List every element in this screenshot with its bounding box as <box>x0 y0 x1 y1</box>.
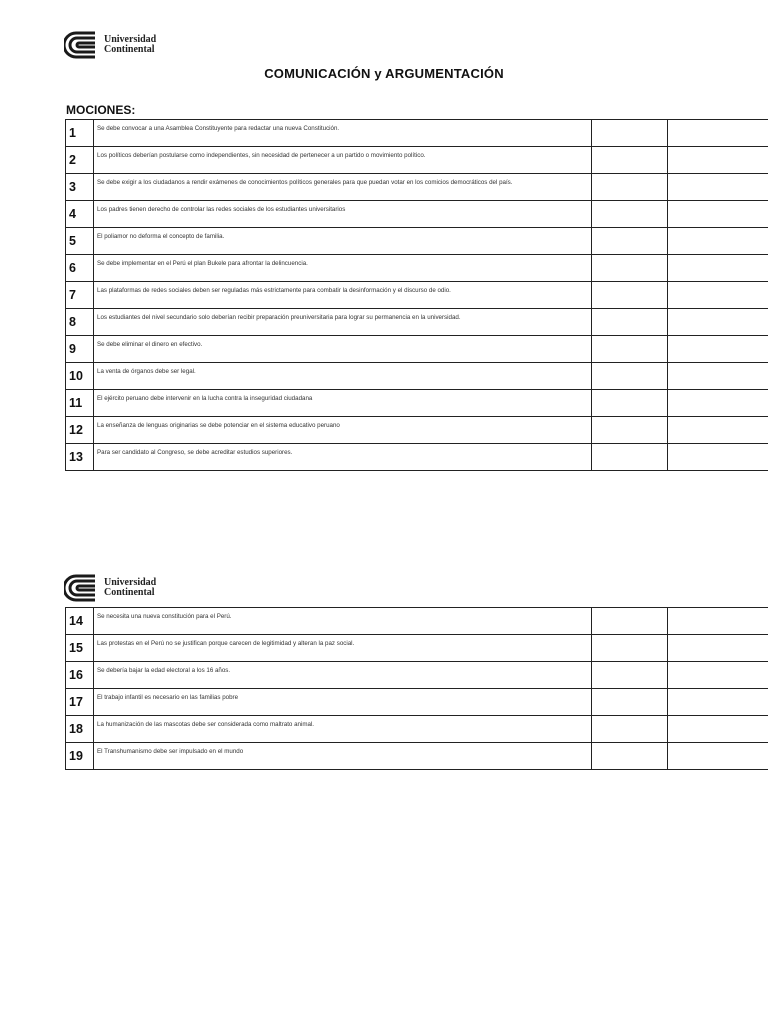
motion-row <box>66 336 768 363</box>
motion-number: 4 <box>66 201 94 228</box>
empty-cell-b <box>668 662 768 689</box>
motion-text: Las plataformas de redes sociales deben ser reguladas más estrictamente para combatir la desinformación y el discurso de odio. <box>94 282 592 309</box>
motion-number: 1 <box>66 120 94 147</box>
motion-number: 2 <box>66 147 94 174</box>
university-logo <box>64 31 156 59</box>
empty-cell-a <box>592 228 668 255</box>
empty-cell-a <box>592 390 668 417</box>
motion-row <box>66 201 768 228</box>
empty-cell-a <box>592 716 668 743</box>
motion-number: 3 <box>66 174 94 201</box>
motion-row <box>66 363 768 390</box>
empty-cell-b <box>668 635 768 662</box>
motion-number: 10 <box>66 363 94 390</box>
motion-row <box>66 743 768 770</box>
empty-cell-a <box>592 689 668 716</box>
empty-cell-a <box>592 255 668 282</box>
empty-cell-a <box>592 743 668 770</box>
empty-cell-b <box>668 444 768 471</box>
motion-text: Se debe implementar en el Perú el plan Bukele para afrontar la delincuencia. <box>94 255 592 282</box>
motion-number: 15 <box>66 635 94 662</box>
motion-number: 11 <box>66 390 94 417</box>
motion-text: El trabajo infantil es necesario en las familias pobre <box>94 689 592 716</box>
motion-text: El ejército peruano debe intervenir en la lucha contra la inseguridad ciudadana <box>94 390 592 417</box>
empty-cell-b <box>668 417 768 444</box>
continental-logo-icon <box>64 31 98 59</box>
motion-row <box>66 228 768 255</box>
page-title: COMUNICACIÓN y ARGUMENTACIÓN <box>264 66 504 81</box>
motion-text: Los padres tienen derecho de controlar las redes sociales de los estudiantes universitarios <box>94 201 592 228</box>
motion-row <box>66 255 768 282</box>
motion-row <box>66 120 768 147</box>
empty-cell-b <box>668 282 768 309</box>
motion-text: Se debe exigir a los ciudadanos a rendir exámenes de conocimientos políticos generales para que puedan votar en los comicios democráticos del país. <box>94 174 592 201</box>
motion-row <box>66 635 768 662</box>
empty-cell-b <box>668 147 768 174</box>
motion-number: 18 <box>66 716 94 743</box>
motion-row <box>66 309 768 336</box>
empty-cell-b <box>668 120 768 147</box>
empty-cell-a <box>592 336 668 363</box>
motion-number: 12 <box>66 417 94 444</box>
empty-cell-a <box>592 174 668 201</box>
motion-text: Los estudiantes del nivel secundario solo deberían recibir preparación preuniversitaria para lograr su permanencia en la universidad. <box>94 309 592 336</box>
logo-line2: Continental <box>104 587 155 598</box>
empty-cell-a <box>592 363 668 390</box>
motion-number: 17 <box>66 689 94 716</box>
empty-cell-b <box>668 174 768 201</box>
motion-text: Los políticos deberían postularse como independientes, sin necesidad de pertenecer a un partido o movimiento político. <box>94 147 592 174</box>
motion-text: Las protestas en el Perú no se justifican porque carecen de legitimidad y alteran la paz social. <box>94 635 592 662</box>
motion-text: El Transhumanismo debe ser impulsado en el mundo <box>94 743 592 770</box>
motion-number: 5 <box>66 228 94 255</box>
motion-row <box>66 444 768 471</box>
empty-cell-b <box>668 309 768 336</box>
motion-row <box>66 716 768 743</box>
motion-number: 19 <box>66 743 94 770</box>
motion-number: 6 <box>66 255 94 282</box>
empty-cell-b <box>668 336 768 363</box>
empty-cell-b <box>668 255 768 282</box>
empty-cell-a <box>592 417 668 444</box>
motion-text: El poliamor no deforma el concepto de familia. <box>94 228 592 255</box>
empty-cell-b <box>668 201 768 228</box>
motion-number: 14 <box>66 608 94 635</box>
empty-cell-a <box>592 444 668 471</box>
motions-table-1 <box>65 119 768 471</box>
empty-cell-a <box>592 635 668 662</box>
continental-logo-icon <box>64 574 98 602</box>
motion-text: Para ser candidato al Congreso, se debe acreditar estudios superiores. <box>94 444 592 471</box>
logo-line2: Continental <box>104 44 155 55</box>
motion-text: La humanización de las mascotas debe ser considerada como maltrato animal. <box>94 716 592 743</box>
empty-cell-b <box>668 689 768 716</box>
empty-cell-b <box>668 228 768 255</box>
university-logo-2 <box>64 574 156 602</box>
motion-row <box>66 662 768 689</box>
motion-row <box>66 608 768 635</box>
motion-text: Se debe eliminar el dinero en efectivo. <box>94 336 592 363</box>
motion-number: 9 <box>66 336 94 363</box>
empty-cell-b <box>668 608 768 635</box>
motion-number: 16 <box>66 662 94 689</box>
motion-row <box>66 174 768 201</box>
motion-row <box>66 390 768 417</box>
empty-cell-a <box>592 282 668 309</box>
section-label: MOCIONES: <box>66 103 136 117</box>
motion-text: Se debería bajar la edad electoral a los 16 años. <box>94 662 592 689</box>
motion-text: Se debe convocar a una Asamblea Constituyente para redactar una nueva Constitución. <box>94 120 592 147</box>
motion-row <box>66 147 768 174</box>
motion-text: Se necesita una nueva constitución para el Perú. <box>94 608 592 635</box>
motion-row <box>66 282 768 309</box>
empty-cell-b <box>668 363 768 390</box>
motion-number: 7 <box>66 282 94 309</box>
motion-row <box>66 417 768 444</box>
motion-text: La enseñanza de lenguas originarias se debe potenciar en el sistema educativo peruano <box>94 417 592 444</box>
logo-line1: Universidad <box>104 577 157 588</box>
empty-cell-a <box>592 309 668 336</box>
empty-cell-b <box>668 716 768 743</box>
motion-number: 8 <box>66 309 94 336</box>
logo-line1: Universidad <box>104 34 157 45</box>
empty-cell-a <box>592 608 668 635</box>
empty-cell-b <box>668 743 768 770</box>
empty-cell-a <box>592 201 668 228</box>
motion-row <box>66 689 768 716</box>
empty-cell-a <box>592 120 668 147</box>
motions-table-2 <box>65 607 768 770</box>
motion-number: 13 <box>66 444 94 471</box>
empty-cell-a <box>592 147 668 174</box>
empty-cell-a <box>592 662 668 689</box>
empty-cell-b <box>668 390 768 417</box>
motion-text: La venta de órganos debe ser legal. <box>94 363 592 390</box>
